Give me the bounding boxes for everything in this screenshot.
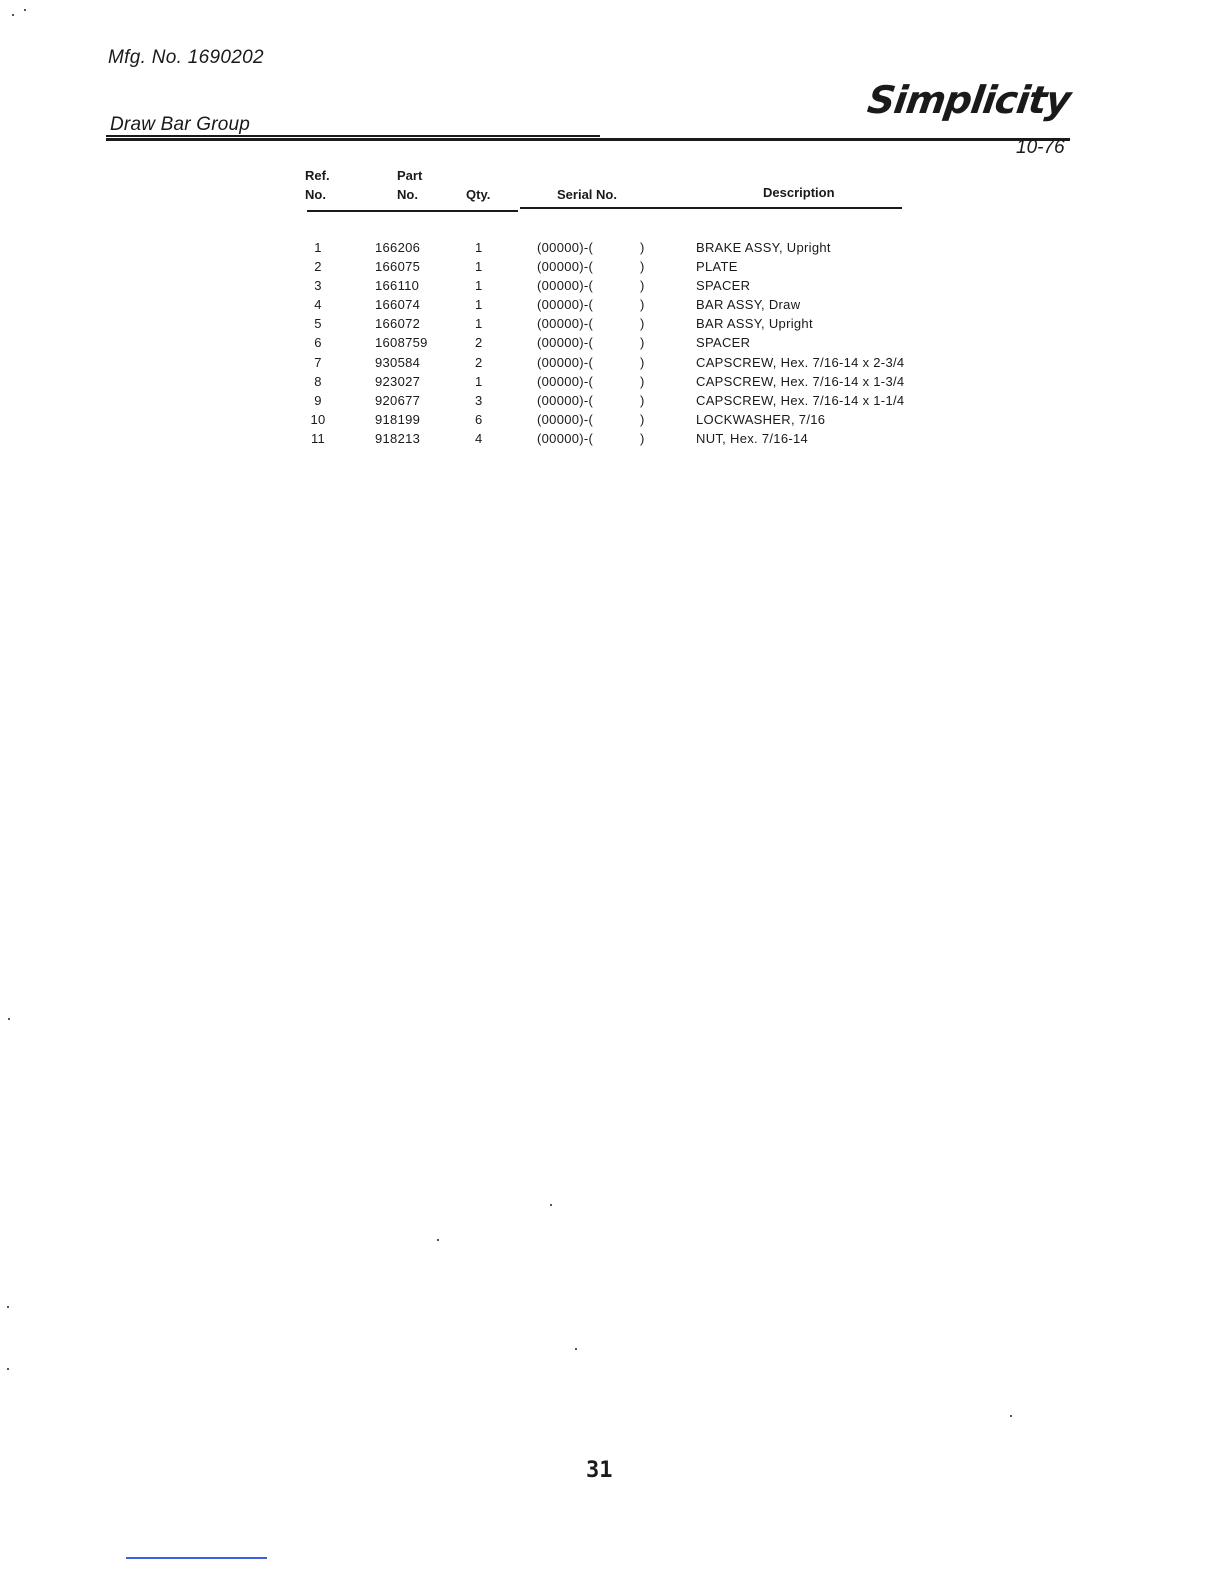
quantity: 2 [475, 354, 483, 370]
quantity: 2 [475, 335, 483, 351]
header-rule [106, 138, 1070, 141]
scan-speck [550, 1204, 552, 1206]
ref-number: 6 [314, 335, 322, 351]
ref-number: 5 [314, 316, 322, 332]
quantity: 1 [475, 278, 483, 294]
serial-to: ) [640, 259, 645, 275]
ref-number: 2 [314, 259, 322, 275]
part-number: 166110 [375, 278, 420, 294]
part-number: 918213 [375, 430, 421, 446]
serial-from: (00000)-( [537, 411, 594, 427]
description: CAPSCREW, Hex. 7/16-14 x 1-3/4 [696, 373, 905, 389]
table-row [0, 257, 1224, 276]
column-header-part-top: Part [397, 168, 423, 183]
description: BRAKE ASSY, Upright [696, 240, 831, 255]
quantity: 3 [475, 392, 483, 408]
header-rule-accent [106, 135, 600, 137]
serial-from: (00000)-( [537, 259, 594, 275]
part-number: 166074 [375, 297, 421, 313]
table-row [0, 410, 1224, 429]
ref-number: 11 [310, 430, 326, 446]
serial-to: ) [640, 278, 645, 294]
scan-speck [437, 1239, 439, 1241]
table-row [0, 333, 1224, 352]
quantity: 1 [475, 259, 483, 275]
serial-from: (00000)-( [537, 316, 594, 332]
serial-from: (00000)-( [537, 278, 594, 294]
group-title: Draw Bar Group [110, 114, 251, 135]
description: CAPSCREW, Hex. 7/16-14 x 1-1/4 [696, 392, 905, 408]
ref-number: 10 [310, 411, 326, 427]
part-number: 1608759 [375, 335, 428, 351]
revision-date: 10-76 [1016, 137, 1065, 158]
parts-table [0, 238, 1224, 448]
scan-speck [12, 14, 14, 16]
serial-to: ) [640, 354, 645, 370]
part-number: 166206 [375, 240, 421, 255]
ref-number: 3 [314, 278, 322, 294]
part-number: 920677 [375, 392, 421, 408]
serial-to: ) [640, 240, 645, 255]
ref-number: 9 [314, 392, 322, 408]
ref-number: 7 [314, 354, 322, 370]
scan-speck [24, 9, 26, 11]
description: CAPSCREW, Hex. 7/16-14 x 2-3/4 [696, 354, 905, 370]
column-header-ref-top: Ref. [305, 168, 330, 183]
column-header-ref-bottom: No. [305, 187, 326, 202]
description: SPACER [696, 278, 751, 294]
part-number: 923027 [375, 373, 421, 389]
ref-number: 1 [314, 240, 322, 255]
serial-from: (00000)-( [537, 335, 594, 351]
quantity: 1 [475, 240, 483, 255]
quantity: 1 [475, 316, 483, 332]
serial-to: ) [640, 392, 645, 408]
serial-from: (00000)-( [537, 297, 594, 313]
quantity: 4 [475, 430, 483, 446]
table-row [0, 314, 1224, 333]
table-row [0, 238, 1224, 257]
description: BAR ASSY, Upright [696, 316, 813, 332]
column-header-qty: Qty. [466, 187, 491, 202]
serial-to: ) [640, 316, 645, 332]
column-header-serial: Serial No. [557, 187, 617, 202]
description: LOCKWASHER, 7/16 [696, 411, 826, 427]
page-number: 31 [586, 1458, 613, 1483]
header-underline-left [307, 210, 518, 212]
footer-link-line [126, 1557, 267, 1559]
header-underline-right [520, 207, 902, 209]
scan-speck [7, 1368, 9, 1370]
serial-to: ) [640, 335, 645, 351]
column-header-part [397, 166, 422, 204]
quantity: 6 [475, 411, 483, 427]
quantity: 1 [475, 297, 483, 313]
scan-speck [8, 1018, 10, 1020]
ref-number: 4 [314, 297, 322, 313]
serial-from: (00000)-( [537, 392, 594, 408]
scan-speck [575, 1348, 577, 1350]
serial-from: (00000)-( [537, 430, 594, 446]
table-row [0, 372, 1224, 391]
scan-speck [1010, 1415, 1012, 1417]
mfg-number: Mfg. No. 1690202 [108, 47, 264, 68]
part-number: 166072 [375, 316, 421, 332]
table-row [0, 295, 1224, 314]
serial-to: ) [640, 430, 645, 446]
part-number: 930584 [375, 354, 421, 370]
part-number: 918199 [375, 411, 421, 427]
serial-from: (00000)-( [537, 373, 594, 389]
description: NUT, Hex. 7/16-14 [696, 430, 809, 446]
scan-speck [7, 1306, 9, 1308]
serial-to: ) [640, 297, 645, 313]
description: BAR ASSY, Draw [696, 297, 801, 313]
serial-to: ) [640, 411, 645, 427]
serial-from: (00000)-( [537, 354, 594, 370]
column-header-ref [305, 166, 330, 204]
table-row [0, 391, 1224, 410]
brand-logo: Simplicity [864, 78, 1073, 122]
serial-from: (00000)-( [537, 240, 594, 255]
table-row [0, 276, 1224, 295]
description: PLATE [696, 259, 738, 275]
table-row [0, 429, 1224, 448]
part-number: 166075 [375, 259, 421, 275]
serial-to: ) [640, 373, 645, 389]
table-row [0, 353, 1224, 372]
column-header-description: Description [763, 185, 835, 200]
column-header-part-bottom: No. [397, 187, 418, 202]
quantity: 1 [475, 373, 483, 389]
ref-number: 8 [314, 373, 322, 389]
description: SPACER [696, 335, 751, 351]
